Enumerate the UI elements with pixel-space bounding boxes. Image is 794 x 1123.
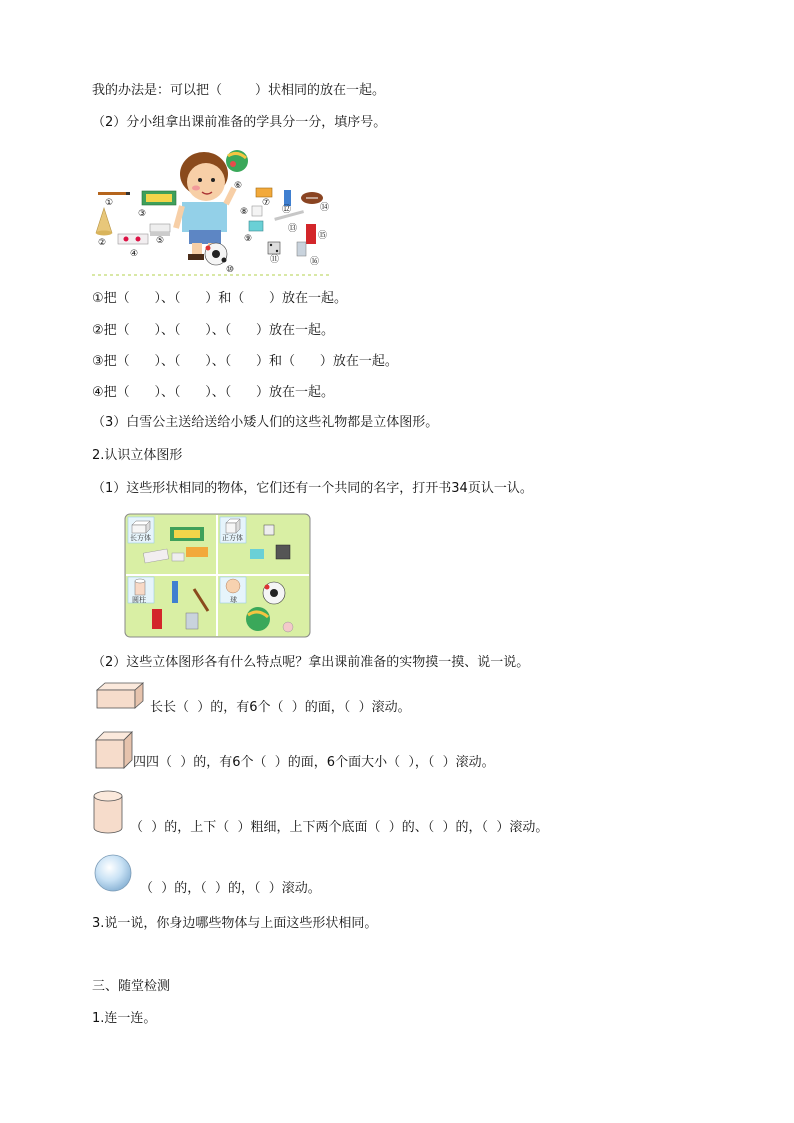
item-number-7: ⑦	[262, 198, 271, 208]
cuboid-shape	[95, 680, 147, 714]
question-3-line: （3）白雪公主送给送给小矮人们的这些礼物都是立体图形。	[92, 415, 439, 430]
cylinder-description: （ ）的，上下（ ）粗细，上下两个底面（ ）的、（ ）的，（ ）滚动。	[130, 820, 549, 835]
item-number-6: ⑥	[234, 181, 243, 191]
section-2-question-2: （2）这些立体图形各有什么特点呢？拿出课前准备的实物摸一摸、说一说。	[92, 655, 530, 670]
cube-description: 四四（ ）的，有6个（ ）的面，6个面大小（ ），（ ）滚动。	[133, 755, 495, 770]
sphere-shape	[93, 853, 133, 897]
label-sphere: 球	[230, 596, 237, 604]
sphere-description: （ ）的，（ ）的，（ ）滚动。	[140, 881, 321, 896]
item-number-1: ①	[105, 198, 114, 208]
item-number-4: ④	[130, 249, 139, 259]
practice-line: 1.连一连。	[92, 1011, 157, 1026]
item-number-2: ②	[98, 238, 107, 248]
solid-shapes-grid	[124, 513, 312, 639]
item-number-16: ⑯	[310, 257, 320, 267]
method-line: 我的办法是：可以把（ ）状相同的放在一起。	[92, 83, 386, 98]
cube-shape	[94, 730, 134, 774]
section-heading: 三、随堂检测	[92, 979, 171, 994]
item-number-10: ⑩	[226, 265, 235, 275]
supplies-illustration	[92, 146, 342, 278]
item-number-12: ⑫	[282, 205, 292, 215]
fill-line-3: ③把（ ）、（ ）、（ ）和（ ）放在一起。	[92, 354, 398, 369]
cylinder-shape	[92, 790, 124, 838]
item-number-9: ⑨	[244, 234, 253, 244]
item-number-3: ③	[138, 209, 147, 219]
label-cuboid: 长方体	[130, 534, 151, 542]
item-number-5: ⑤	[156, 236, 165, 246]
label-cube: 正方体	[222, 534, 243, 542]
item-number-8: ⑧	[240, 207, 249, 217]
item-number-14: ⑭	[320, 203, 330, 213]
fill-line-4: ④把（ ）、（ ）、（ ）放在一起。	[92, 385, 335, 400]
cuboid-description: 长长（ ）的，有6个（ ）的面，（ ）滚动。	[150, 700, 411, 715]
section-3-line: 3.说一说，你身边哪些物体与上面这些形状相同。	[92, 916, 378, 931]
fill-line-2: ②把（ ）、（ ）、（ ）放在一起。	[92, 323, 335, 338]
question-2-title: （2）分小组拿出课前准备的学具分一分，填序号。	[92, 115, 387, 130]
section-2-title: 2.认识立体图形	[92, 448, 183, 463]
item-number-15: ⑮	[318, 231, 328, 241]
section-2-question-1: （1）这些形状相同的物体，它们还有一个共同的名字，打开书34页认一认。	[92, 481, 533, 496]
item-number-13: ⑬	[288, 224, 298, 234]
label-cylinder: 圆柱	[132, 596, 146, 604]
item-number-11: ⑪	[270, 255, 280, 265]
fill-line-1: ①把（ ）、（ ）和（ ）放在一起。	[92, 291, 348, 306]
